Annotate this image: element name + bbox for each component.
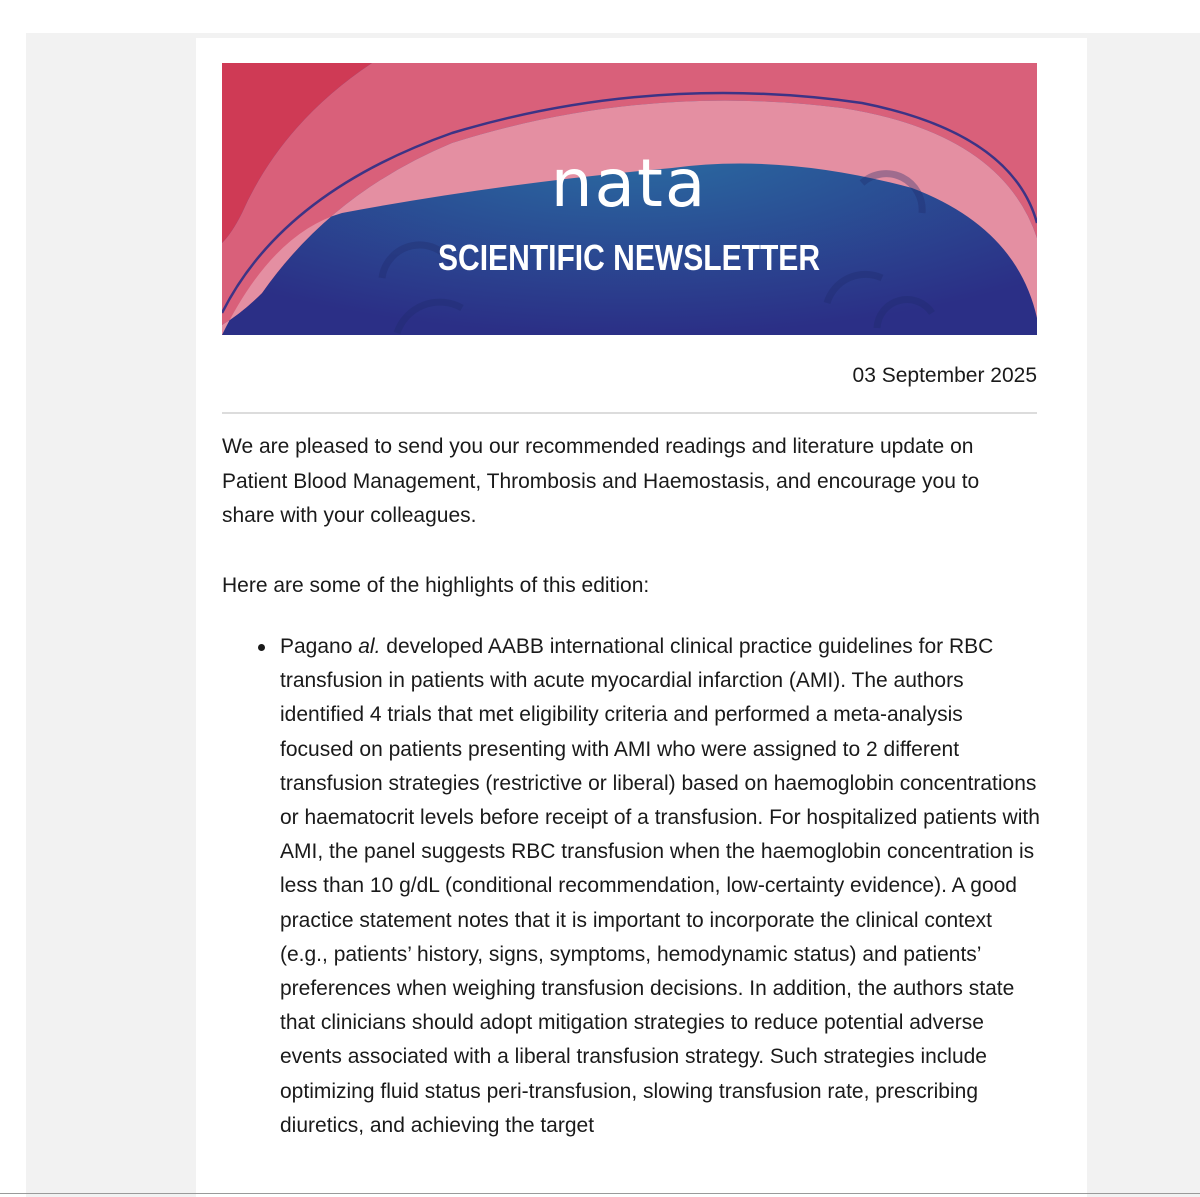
highlight-text: developed AABB international clinical practice guidelines for RBC transfusion in patients with acute myocardial infarction (AMI). The authors identified 4 trials that met eligibility criteria and performed a meta-analysis focused on patients presenting with AMI who were assigned to 2 different transfusion strategies (restrictive or liberal) based on haemoglobin concentrations or haematocrit levels before receipt of a transfusion. For hospitalized patients with AMI, the panel suggests RBC transfusion when the haemoglobin concentration is less than 10 g/dL (conditional recommendation, low-certainty evidence). A good practice statement notes that it is important to incorporate the clinical context (e.g., patients’ history, signs, symptoms, hemodynamic status) and patients’ preferences when weighing transfusion decisions. In addition, the authors state that clinicians should adopt mitigation strategies to reduce potential adverse events associated with a liberal transfusion strategy. Such strategies include optimizing fluid status peri-transfusion, slowing transfusion rate, prescribing diuretics, and achieving the target bbox=[280, 635, 1040, 1137]
divider bbox=[222, 412, 1037, 414]
newsletter-banner bbox=[222, 63, 1037, 335]
newsletter-body bbox=[196, 38, 1087, 1197]
issue-date: 03 September 2025 bbox=[852, 364, 1037, 387]
banner-graphic bbox=[222, 63, 1037, 335]
intro-paragraph: We are pleased to send you our recommended readings and literature update on Patient Blood Management, Thrombosis and Haemostasis, and encourage you to share with your colleagues. bbox=[222, 435, 980, 527]
nata-logo: nata bbox=[550, 145, 708, 222]
highlight-etal: al. bbox=[358, 635, 381, 658]
highlight-author: Pagano bbox=[280, 635, 353, 658]
highlights-heading: Here are some of the highlights of this edition: bbox=[222, 574, 650, 597]
newsletter-title: SCIENTIFIC NEWSLETTER bbox=[438, 237, 820, 278]
list-item bbox=[280, 630, 1042, 1143]
highlights-list bbox=[280, 630, 1042, 1143]
email-viewport bbox=[26, 33, 1200, 1197]
page-bottom-edge bbox=[0, 1193, 1200, 1194]
bullet-icon bbox=[258, 644, 265, 651]
